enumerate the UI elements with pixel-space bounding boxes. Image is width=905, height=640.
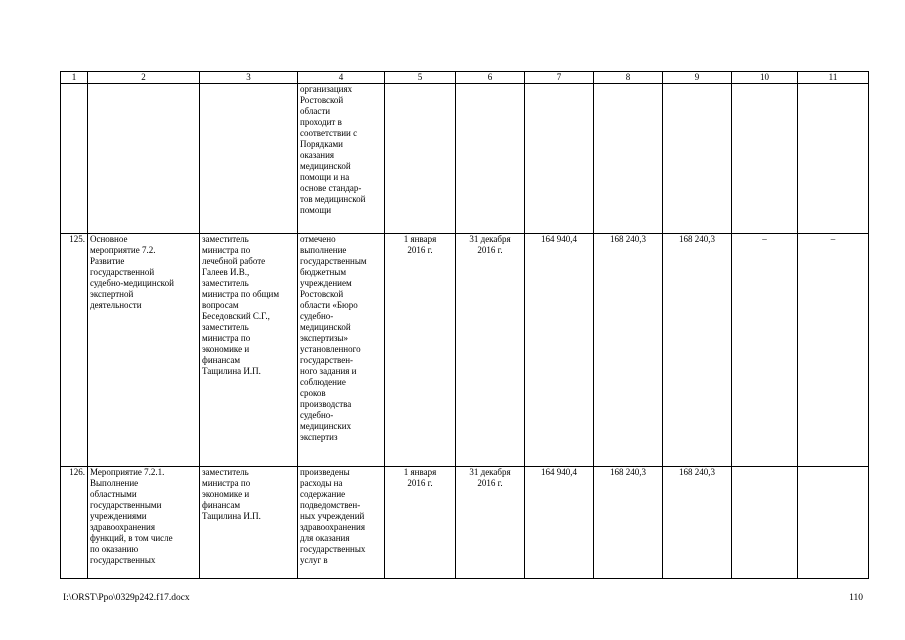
col-header: 11 [798, 72, 869, 84]
activity-name: Мероприятие 7.2.1. Выполнение областными государственными учреждениями здравоохранения функций, в том числе по оказанию государственных [88, 467, 200, 579]
amount-col11 [798, 467, 869, 579]
responsible-person: заместитель министра по лечебной работе Галеев И.В., заместитель министра по общим вопросам Беседовский С.Г., заместитель министра по экономике и финансам Тащилина И.П. [200, 234, 298, 467]
start-date: 1 января 2016 г. [385, 234, 456, 467]
col-header: 8 [594, 72, 663, 84]
row-number: 125. [61, 234, 88, 467]
amount-col8: 168 240,3 [594, 467, 663, 579]
amount-col11: – [798, 234, 869, 467]
table-row [61, 234, 869, 467]
col-header: 3 [200, 72, 298, 84]
expected-result: организациях Ростовской области проходит в соответствии с Порядками оказания медицинской помощи и на основе стандар- тов медицинской помощи [298, 84, 385, 234]
document-path: I:\ORST\Ppo\0329p242.f17.docx [63, 593, 190, 603]
amount-col9: 168 240,3 [663, 467, 732, 579]
amount-col7 [525, 84, 594, 234]
amount-col11 [798, 84, 869, 234]
row-number: 126. [61, 467, 88, 579]
responsible-person [200, 84, 298, 234]
expected-result: произведены расходы на содержание подведомствен- ных учреждений здравоохранения для оказания государственных услуг в [298, 467, 385, 579]
end-date: 31 декабря 2016 г. [456, 467, 525, 579]
activity-name: Основное мероприятие 7.2. Развитие государственной судебно-медицинской экспертной деятельности [88, 234, 200, 467]
col-header: 2 [88, 72, 200, 84]
amount-col10: – [732, 234, 798, 467]
table-row [61, 467, 869, 579]
col-header: 1 [61, 72, 88, 84]
end-date: 31 декабря 2016 г. [456, 234, 525, 467]
col-header: 4 [298, 72, 385, 84]
activity-name [88, 84, 200, 234]
amount-col10 [732, 467, 798, 579]
col-header: 5 [385, 72, 456, 84]
program-table [60, 71, 869, 579]
col-header: 6 [456, 72, 525, 84]
amount-col10 [732, 84, 798, 234]
end-date [456, 84, 525, 234]
row-number [61, 84, 88, 234]
col-header: 9 [663, 72, 732, 84]
column-number-row [61, 72, 869, 84]
amount-col9 [663, 84, 732, 234]
amount-col7: 164 940,4 [525, 467, 594, 579]
amount-col8: 168 240,3 [594, 234, 663, 467]
page-number: 110 [849, 593, 863, 603]
amount-col9: 168 240,3 [663, 234, 732, 467]
expected-result: отмечено выполнение государственным бюджетным учреждением Ростовской области «Бюро судебно- медицинской экспертизы» установленного государствен- ного задания и соблюдение сроков производства судебно- медицинских экспертиз [298, 234, 385, 467]
amount-col8 [594, 84, 663, 234]
table-row [61, 84, 869, 234]
responsible-person: заместитель министра по экономике и финансам Тащилина И.П. [200, 467, 298, 579]
amount-col7: 164 940,4 [525, 234, 594, 467]
col-header: 7 [525, 72, 594, 84]
start-date: 1 января 2016 г. [385, 467, 456, 579]
col-header: 10 [732, 72, 798, 84]
start-date [385, 84, 456, 234]
